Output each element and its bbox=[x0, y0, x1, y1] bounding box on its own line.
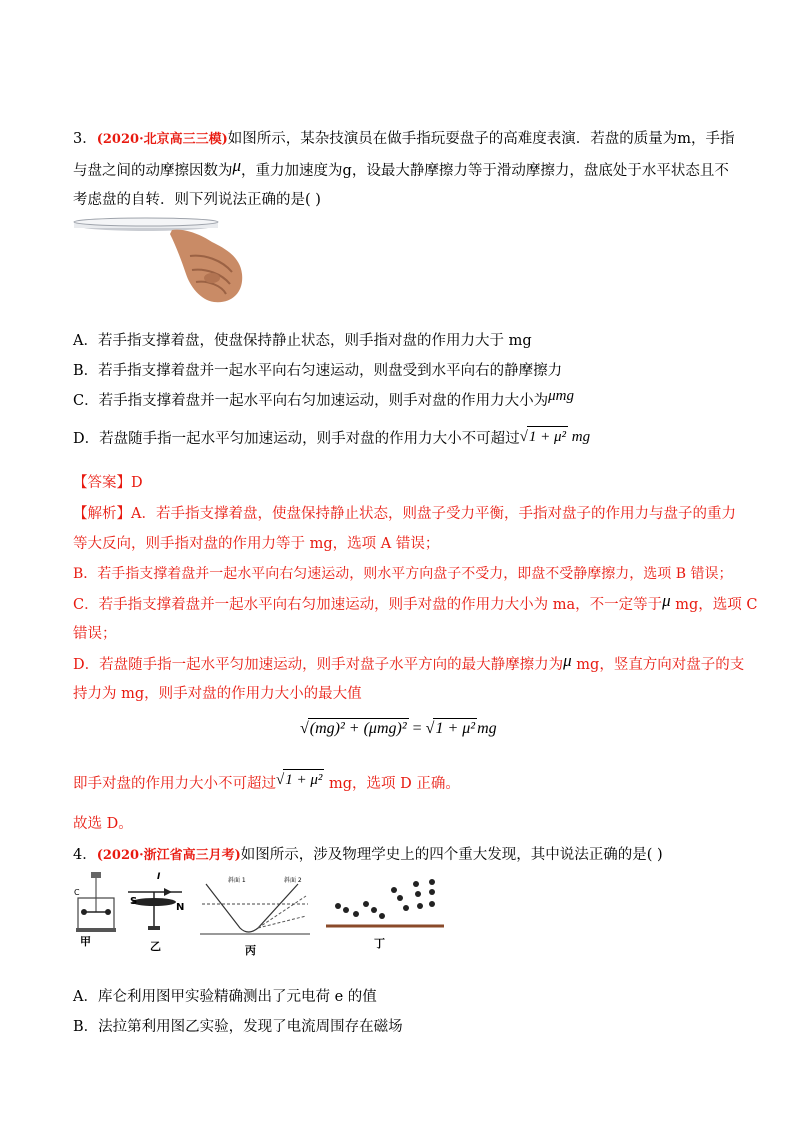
q3-text-3: 考虑盘的自转．则下列说法正确的是( ) bbox=[73, 192, 321, 208]
formula-root-2: 1 + μ² bbox=[435, 720, 476, 737]
analysis-e1-root: 1 + μ² bbox=[283, 769, 324, 790]
q3-text-2b: ，重力加速度为g，设最大静摩擦力等于滑动摩擦力，盘底处于水平状态且不 bbox=[241, 163, 729, 179]
q3-option-d-math: √1 + μ² mg bbox=[520, 429, 590, 445]
q3-option-d-root: 1 + μ² bbox=[527, 426, 568, 447]
figure-yi-s-label: S bbox=[130, 896, 138, 907]
analysis-d1a: D．若盘随手指一起水平匀加速运动，则手对盘子水平方向的最大静摩擦力为 bbox=[73, 657, 564, 673]
analysis-e1b: mg，选项 D 正确。 bbox=[324, 776, 460, 792]
analysis-a1: A．若手指支撑着盘，使盘保持静止状态，则盘子受力平衡，手指对盘子的作用力与盘子的重力 bbox=[131, 506, 736, 522]
answer-label: 【答案】 bbox=[73, 475, 131, 491]
analysis-line-9 bbox=[73, 814, 133, 834]
formula-root-1: (mg)² + (μmg)² bbox=[309, 720, 407, 737]
analysis-f1: 故选 D。 bbox=[73, 816, 133, 832]
q3-option-a-text: A．若手指支撑着盘，使盘保持静止状态，则手指对盘的作用力大于 mg bbox=[73, 333, 532, 349]
q3-option-d-tail: mg bbox=[571, 429, 591, 445]
figure-yi-label: 乙 bbox=[150, 940, 161, 953]
q3-line3 bbox=[73, 190, 321, 210]
analysis-line-7 bbox=[73, 684, 362, 704]
q3-option-a bbox=[73, 331, 532, 351]
q4-text-1: 如图所示，涉及物理学史上的四个重大发现，其中说法正确的是( ) bbox=[240, 847, 663, 863]
q3-line1 bbox=[73, 129, 735, 150]
figure-ding-label: 丁 bbox=[374, 937, 385, 950]
q3-line2 bbox=[73, 156, 729, 181]
q3-text-1: 如图所示，某杂技演员在做手指玩耍盘子的高难度表演．若盘的质量为m，手指 bbox=[227, 131, 735, 147]
q3-option-c-math: μmg bbox=[548, 388, 574, 404]
q3-option-c-text: C．若手指支撑着盘并一起水平向右匀加速运动，则手对盘的作用力大小为 bbox=[73, 393, 549, 409]
plate-finger-image bbox=[72, 216, 248, 308]
analysis-c1a: C．若手指支撑着盘并一起水平向右匀加速运动，则手对盘的作用力大小为 ma，不一定等于 bbox=[73, 597, 663, 613]
formula-tail: mg bbox=[477, 720, 497, 737]
analysis-e1a: 即手对盘的作用力大小不可超过 bbox=[73, 776, 276, 792]
analysis-label: 【解析】 bbox=[73, 506, 131, 522]
q3-source: (2020·北京高三三模) bbox=[96, 132, 228, 147]
q4-option-b-text: B．法拉第利用图乙实验，发现了电流周围存在磁场 bbox=[73, 1019, 403, 1035]
q3-option-b-text: B．若手指支撑着盘并一起水平向右匀速运动，则盘受到水平向右的静摩擦力 bbox=[73, 363, 563, 379]
analysis-e1-math: √1 + μ² bbox=[276, 772, 324, 788]
q3-option-c bbox=[73, 388, 574, 411]
figure-yi-i-label: I bbox=[157, 872, 161, 882]
analysis-line-5 bbox=[73, 624, 117, 644]
analysis-d1b: mg，竖直方向对盘子的支 bbox=[576, 657, 745, 673]
q3-option-d bbox=[73, 428, 590, 449]
figure-ding-inclined-balls bbox=[326, 876, 446, 932]
analysis-c1b: mg，选项 C bbox=[675, 597, 758, 613]
figure-bing-slopes bbox=[200, 876, 310, 938]
analysis-a2: 等大反向，则手指对盘的作用力等于 mg，选项 A 错误； bbox=[73, 536, 440, 552]
analysis-line-8 bbox=[73, 773, 460, 794]
analysis-line-4 bbox=[73, 591, 758, 615]
q4-option-b bbox=[73, 1017, 403, 1037]
mu-symbol-d: μ bbox=[563, 651, 572, 670]
figure-bing-slope2: 斜面 2 bbox=[284, 877, 302, 884]
q4-option-a-text: A．库仑利用图甲实验精确测出了元电荷 e 的值 bbox=[73, 989, 377, 1005]
figure-jia-c-label: C bbox=[74, 888, 80, 897]
analysis-line-3 bbox=[73, 564, 732, 584]
mu-symbol: μ bbox=[232, 156, 242, 175]
formula-eq: = bbox=[412, 720, 422, 737]
analysis-line-6 bbox=[73, 651, 745, 675]
q4-option-a bbox=[73, 987, 377, 1007]
q3-option-b bbox=[73, 361, 562, 381]
q3-text-2a: 与盘之间的动摩擦因数为 bbox=[73, 163, 233, 179]
formula: √(mg)² + (μmg)² = √1 + μ² mg bbox=[300, 720, 497, 737]
analysis-d2: 持力为 mg，则手对盘的作用力大小的最大值 bbox=[73, 686, 362, 702]
q4-number: 4． bbox=[73, 847, 97, 863]
analysis-c2: 错误； bbox=[73, 626, 117, 642]
analysis-line-1 bbox=[73, 504, 736, 524]
q3-number: 3． bbox=[73, 131, 97, 147]
q3-option-d-text: D．若盘随手指一起水平匀加速运动，则手对盘的作用力大小不可超过 bbox=[73, 431, 520, 447]
q4-line1 bbox=[73, 845, 663, 866]
answer-line bbox=[73, 473, 143, 493]
answer-value: D bbox=[131, 475, 143, 491]
analysis-line-2 bbox=[73, 534, 439, 554]
figure-yi-n-label: N bbox=[176, 902, 185, 913]
mu-symbol-c: μ bbox=[662, 591, 671, 610]
q4-source: (2020·浙江省高三月考) bbox=[96, 848, 241, 863]
figure-bing-slope1: 斜面 1 bbox=[228, 877, 246, 884]
figure-jia-label: 甲 bbox=[80, 935, 91, 948]
figure-bing-label: 丙 bbox=[245, 944, 256, 957]
analysis-b1: B．若手指支撑着盘并一起水平向右匀速运动，则水平方向盘子不受力，即盘不受静摩擦力，选项 B 错误； bbox=[73, 566, 733, 582]
